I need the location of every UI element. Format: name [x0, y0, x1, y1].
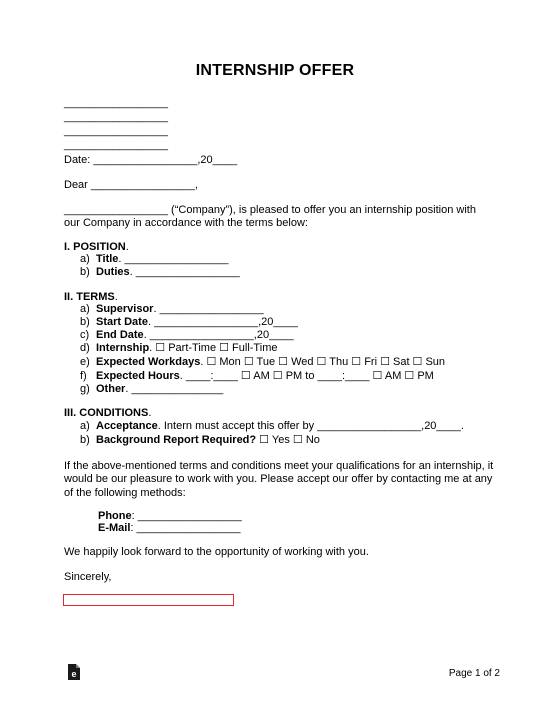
- signoff: Sincerely,: [64, 571, 112, 583]
- svg-text:e: e: [71, 669, 77, 679]
- conditions-item-acceptance: a) Acceptance. Intern must accept this offer by _________________,20____.: [80, 420, 464, 432]
- salutation: Dear _________________,: [64, 179, 198, 191]
- terms-item-end-date: c) End Date. _________________,20____: [80, 329, 294, 341]
- signature-field[interactable]: [63, 594, 234, 606]
- section-conditions-heading: III. CONDITIONS.: [64, 407, 152, 419]
- terms-item-internship: d) Internship. ☐ Part-Time ☐ Full-Time: [80, 342, 278, 354]
- conditions-item-background-report: b) Background Report Required? ☐ Yes ☐ No: [80, 434, 320, 446]
- contact-phone: Phone: _________________: [98, 510, 242, 522]
- position-item-duties: b) Duties. _________________: [80, 266, 240, 278]
- closing-forward-line: We happily look forward to the opportunity of working with you.: [64, 546, 369, 558]
- date-line: Date: _________________,20____: [64, 154, 238, 166]
- section-terms-heading: II. TERMS.: [64, 291, 118, 303]
- section-position-heading: I. POSITION.: [64, 241, 129, 253]
- page-number: Page 1 of 2: [448, 668, 500, 679]
- position-item-title: a) Title. _________________: [80, 253, 229, 265]
- eforms-logo-icon: [68, 664, 80, 680]
- address-line-1: _________________: [64, 97, 169, 109]
- document-title: INTERNSHIP OFFER: [195, 62, 355, 79]
- terms-item-supervisor: a) Supervisor. _________________: [80, 303, 264, 315]
- address-line-2: _________________: [64, 111, 169, 123]
- contact-email: E-Mail: _________________: [98, 522, 241, 534]
- terms-item-other: g) Other. _______________: [80, 383, 224, 395]
- closing-paragraph: If the above-mentioned terms and conditions meet your qualifications for an internship, it would be our pleasure to work with you. Please accept our offer by contacting me at any of the following methods:: [64, 460, 494, 499]
- intro-paragraph: _________________ (“Company”), is pleased to offer you an internship position with our Company in accordance with the terms below:: [64, 204, 476, 230]
- address-line-4: _________________: [64, 139, 169, 151]
- terms-item-start-date: b) Start Date. _________________,20____: [80, 316, 298, 328]
- address-line-3: _________________: [64, 125, 169, 137]
- terms-item-expected-workdays: e) Expected Workdays. ☐ Mon ☐ Tue ☐ Wed ☐ Thu ☐ Fri ☐ Sat ☐ Sun: [80, 356, 446, 368]
- terms-item-expected-hours: f) Expected Hours. ____:____ ☐ AM ☐ PM to ____:____ ☐ AM ☐ PM: [80, 370, 434, 382]
